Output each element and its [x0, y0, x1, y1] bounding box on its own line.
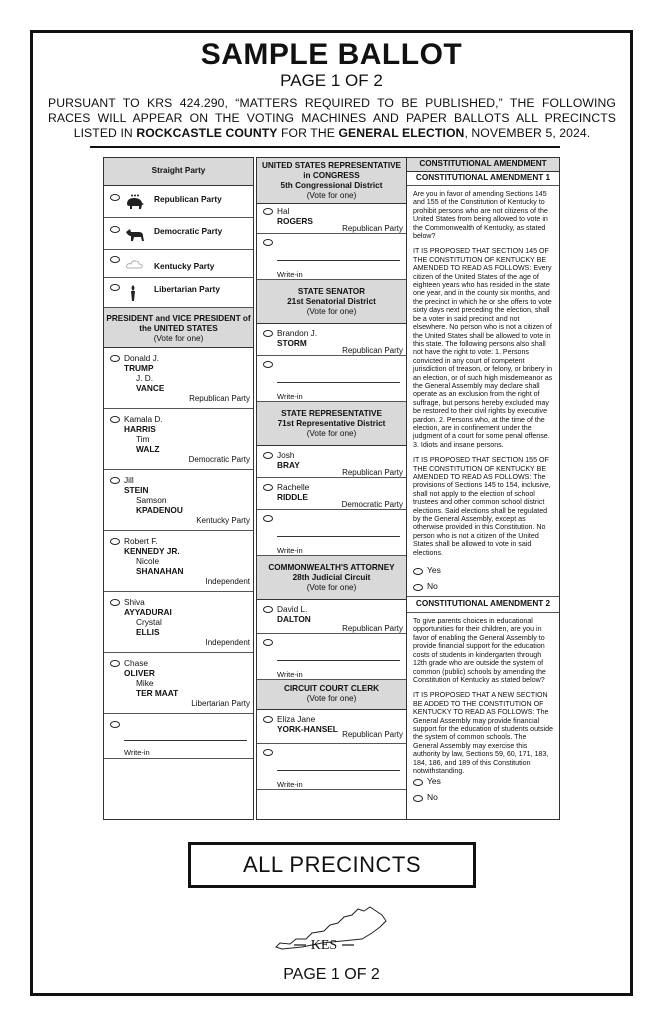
- first-name: Josh: [277, 450, 295, 460]
- race-district: 28th Judicial Circuit: [292, 573, 371, 582]
- torch-icon: [124, 284, 146, 302]
- amendment-section-155: IT IS PROPOSED THAT SECTION 155 OF THE CONSTITUTION OF KENTUCKY BE AMENDED TO READ AS FOLLOWS: The provisions of Sections 145 to 154, inclusive, shall not apply to the election of school trustees and other common school district elections. Said elections shall be regulated by the General Assembly, except as otherwise provided in this Constitution. No person who is not a citizen of the United States shall be allowed to vote in said elections.: [413, 456, 551, 557]
- president-first-name: Shiva: [124, 597, 145, 607]
- state-senator-header: [257, 280, 406, 324]
- race-district: 5th Congressional District: [280, 181, 383, 190]
- vote-instruction: (Vote for one): [306, 307, 357, 316]
- straight-party-kentucky[interactable]: [104, 250, 253, 278]
- president-last-name: TRUMP: [124, 363, 154, 373]
- commonwealth-attorney-write-in[interactable]: [257, 634, 406, 680]
- party-affiliation: Republican Party: [342, 224, 403, 233]
- column-straight-party-president: [103, 157, 254, 820]
- vice-president-first-name: Samson: [136, 495, 167, 505]
- write-in-line[interactable]: [277, 536, 400, 537]
- vote-oval[interactable]: [263, 639, 273, 646]
- write-in-label: Write-in: [277, 392, 303, 401]
- donkey-icon: [124, 226, 146, 242]
- intro-text-c: , NOVEMBER 5, 2024.: [464, 126, 591, 140]
- president-ticket[interactable]: [104, 592, 253, 653]
- vote-oval[interactable]: [110, 194, 120, 201]
- ticket-names: [124, 475, 183, 515]
- amendments-header: [407, 158, 559, 172]
- president-first-name: Donald J.: [124, 353, 160, 363]
- write-in-label: Write-in: [124, 748, 150, 757]
- president-last-name: AYYADURAI: [124, 607, 172, 617]
- state-rep-header: [257, 402, 406, 446]
- vote-oval[interactable]: [110, 355, 120, 362]
- party-affiliation: Republican Party: [189, 394, 250, 403]
- vote-oval[interactable]: [110, 721, 120, 728]
- vote-oval[interactable]: [263, 452, 273, 459]
- first-name: Hal: [277, 206, 290, 216]
- vice-president-last-name: SHANAHAN: [136, 566, 184, 576]
- vote-instruction: (Vote for one): [306, 583, 357, 592]
- straight-party-header: Straight Party: [104, 158, 253, 186]
- state-senator-write-in[interactable]: [257, 356, 406, 402]
- header-divider: [90, 146, 560, 148]
- amendment-1-yes[interactable]: [407, 564, 559, 580]
- vote-oval[interactable]: [263, 749, 273, 756]
- vote-oval[interactable]: [110, 538, 120, 545]
- vote-oval[interactable]: [263, 484, 273, 491]
- amendment-2-no[interactable]: [407, 791, 559, 807]
- write-in-label: Write-in: [277, 270, 303, 279]
- president-ticket[interactable]: [104, 409, 253, 470]
- party-label: Republican Party: [154, 194, 222, 204]
- ticket-names: [124, 414, 163, 454]
- party-affiliation: Republican Party: [342, 730, 403, 739]
- vote-oval[interactable]: [110, 284, 120, 291]
- president-write-in[interactable]: [104, 714, 253, 759]
- first-name: Brandon J.: [277, 328, 318, 338]
- candidate-storm[interactable]: [257, 324, 406, 356]
- yes-label: Yes: [427, 565, 441, 576]
- logo-text: KES: [310, 938, 338, 953]
- vice-president-first-name: Mike: [136, 678, 154, 688]
- candidate-name: [277, 206, 313, 226]
- president-ticket[interactable]: [104, 653, 253, 714]
- president-last-name: HARRIS: [124, 424, 156, 434]
- ticket-names: [124, 536, 183, 576]
- president-first-name: Kamala D.: [124, 414, 163, 424]
- first-name: David L.: [277, 604, 308, 614]
- write-in-line[interactable]: [277, 660, 400, 661]
- county-name: ROCKCASTLE COUNTY: [136, 126, 278, 140]
- candidate-riddle[interactable]: [257, 478, 406, 510]
- vote-oval[interactable]: [263, 208, 273, 215]
- vote-oval[interactable]: [263, 716, 273, 723]
- straight-party-republican[interactable]: [104, 186, 253, 218]
- vote-oval[interactable]: [263, 606, 273, 613]
- president-ticket[interactable]: [104, 531, 253, 592]
- vote-oval[interactable]: [413, 779, 423, 786]
- president-race-header: [104, 308, 253, 348]
- candidate-name: [277, 604, 311, 624]
- first-name: Rachelle: [277, 482, 310, 492]
- vote-instruction: (Vote for one): [306, 429, 357, 438]
- vote-oval[interactable]: [110, 416, 120, 423]
- last-name: STORM: [277, 338, 307, 348]
- elephant-icon: [124, 194, 146, 210]
- amendment-question: Are you in favor of amending Sections 145 and 155 of the Constitution of Kentucky to prohibit persons who are not citizens of the United States from being allowed to vote in the Commonwealth of Kentucky, as stated below?: [413, 190, 548, 241]
- vote-instruction: (Vote for one): [153, 334, 204, 343]
- write-in-label: Write-in: [277, 546, 303, 555]
- vice-president-last-name: KPADENOU: [136, 505, 183, 515]
- vote-instruction: (Vote for one): [306, 191, 357, 200]
- vote-oval[interactable]: [110, 660, 120, 667]
- first-name: Eliza Jane: [277, 714, 316, 724]
- amendment-new-section: IT IS PROPOSED THAT A NEW SECTION BE ADDED TO THE CONSTITUTION OF KENTUCKY TO READ AS FOLLOWS: The General Assembly may provide financial support for the education of students outside the system of common schools. The General Assembly may exercise this authority by law, Sections 59, 60, 171, 183, 184, 186, and 189 of this Constitution notwithstanding.: [413, 691, 553, 775]
- straight-party-libertarian[interactable]: [104, 278, 253, 308]
- all-precincts-box: ALL PRECINCTS: [188, 842, 476, 888]
- kentucky-kes-logo: [272, 903, 390, 959]
- last-name: ROGERS: [277, 216, 313, 226]
- party-label: Libertarian Party: [154, 284, 220, 294]
- party-affiliation: Independent: [205, 577, 250, 586]
- column-offices: [256, 157, 407, 820]
- vice-president-first-name: Tim: [136, 434, 150, 444]
- us-rep-write-in[interactable]: [257, 234, 406, 280]
- amendment-question: To give parents choices in educational opportunities for their children, are you in favor of enabling the General Assembly to provide financial support for the education costs of students in kindergarten through 12th grade who are outside the system of common (public) schools by amending the Constitution of Kentucky as stated below?: [413, 617, 546, 684]
- ticket-names: [124, 597, 172, 637]
- write-in-line[interactable]: [124, 740, 247, 741]
- candidate-dalton[interactable]: [257, 600, 406, 634]
- last-name: YORK-HANSEL: [277, 724, 338, 734]
- vote-oval[interactable]: [413, 584, 423, 591]
- vote-oval[interactable]: [263, 515, 273, 522]
- amendment-2-text: [407, 613, 559, 775]
- intro-notice: [48, 96, 616, 141]
- party-label: Kentucky Party: [154, 261, 215, 271]
- vote-oval[interactable]: [110, 226, 120, 233]
- state-rep-write-in[interactable]: [257, 510, 406, 556]
- last-name: BRAY: [277, 460, 300, 470]
- write-in-label: Write-in: [277, 780, 303, 789]
- race-district: 71st Representative District: [277, 419, 386, 428]
- president-candidates: [104, 348, 253, 714]
- candidate-name: [277, 450, 300, 470]
- candidate-name: [277, 714, 338, 734]
- party-affiliation: Independent: [205, 638, 250, 647]
- write-in-line[interactable]: [277, 770, 400, 771]
- intro-text-a: PURSUANT TO KRS 424.290, “MATTERS REQUIRED TO BE PUBLISHED,” THE FOLLOWING RACES WILL APPEAR ON THE VOTING MACHINES AND PAPER BALLOTS ALL PRECINCTS LISTED IN: [48, 96, 616, 140]
- president-last-name: STEIN: [124, 485, 149, 495]
- race-title: CIRCUIT COURT CLERK: [283, 684, 380, 693]
- president-first-name: Robert F.: [124, 536, 158, 546]
- write-in-line[interactable]: [277, 260, 400, 261]
- race-title: STATE REPRESENTATIVE: [281, 409, 382, 418]
- amendment-2-title: [407, 597, 559, 613]
- last-name: DALTON: [277, 614, 311, 624]
- vote-oval[interactable]: [413, 568, 423, 575]
- party-affiliation: Kentucky Party: [196, 516, 250, 525]
- vote-oval[interactable]: [263, 239, 273, 246]
- ballot-title: SAMPLE BALLOT: [200, 38, 463, 71]
- vote-instruction: (Vote for one): [306, 694, 357, 703]
- party-affiliation: Republican Party: [342, 468, 403, 477]
- last-name: RIDDLE: [277, 492, 308, 502]
- president-last-name: OLIVER: [124, 668, 155, 678]
- party-affiliation: Democratic Party: [341, 500, 403, 509]
- vote-oval[interactable]: [110, 256, 120, 263]
- president-ticket[interactable]: [104, 470, 253, 531]
- amendment-1-title: [407, 172, 559, 186]
- page-indicator-top: PAGE 1 OF 2: [280, 71, 383, 90]
- cloud-icon: [124, 256, 146, 272]
- vice-president-last-name: TER MAAT: [136, 688, 179, 698]
- party-affiliation: Republican Party: [342, 346, 403, 355]
- column-amendments: [406, 157, 560, 820]
- commonwealth-attorney-header: [257, 556, 406, 600]
- election-name: GENERAL ELECTION: [338, 126, 465, 140]
- vote-oval[interactable]: [263, 330, 273, 337]
- race-title: PRESIDENT and VICE PRESIDENT of the UNITED STATES: [106, 314, 251, 333]
- circuit-court-clerk-write-in[interactable]: [257, 744, 406, 790]
- party-affiliation: Republican Party: [342, 624, 403, 633]
- vice-president-first-name: Nicole: [136, 556, 160, 566]
- write-in-line[interactable]: [277, 382, 400, 383]
- candidate-name: [277, 482, 309, 502]
- amendment-title: CONSTITUTIONAL AMENDMENT 1: [415, 173, 551, 182]
- vote-oval[interactable]: [110, 477, 120, 484]
- amendment-2-yes[interactable]: [407, 775, 559, 791]
- vice-president-first-name: Crystal: [136, 617, 162, 627]
- vote-oval[interactable]: [413, 795, 423, 802]
- vote-oval[interactable]: [263, 361, 273, 368]
- ticket-names: [124, 658, 178, 698]
- president-first-name: Jill: [124, 475, 134, 485]
- amendment-title: CONSTITUTIONAL AMENDMENT 2: [415, 599, 551, 609]
- race-title: COMMONWEALTH'S ATTORNEY: [268, 563, 395, 572]
- amendment-section-145: IT IS PROPOSED THAT SECTION 145 OF THE CONSTITUTION OF KENTUCKY BE AMENDED TO READ AS FOLLOWS: Every citizen of the United States of the age of eighteen years who has resided in the state one year, and in the county six months, and the precinct in which he or she offers to vote sixty days next preceding the election, shall be a voter in said precinct and not elsewhere. No person who is not a citizen of the United States shall be allowed to vote in this state. The following persons also shall not have the right to vote: 1. Persons convicted in any court of competent jurisdiction of treason, or felony, or bribery in an election, or of such high misdemeanor as the General Assembly may declare shall operate as an exclusion from the right of suffrage, but persons hereby excluded may be restored to their civil rights by executive pardon. 2. Persons who, at the time of the election, are in confinement under the judgment of a court for some penal offense. 3. Idiots and insane persons.: [413, 247, 553, 449]
- race-title: STATE SENATOR: [297, 287, 366, 296]
- vice-president-last-name: VANCE: [136, 383, 165, 393]
- candidate-rogers[interactable]: [257, 204, 406, 234]
- write-in-label: Write-in: [277, 670, 303, 679]
- candidate-york-hansel[interactable]: [257, 710, 406, 744]
- candidate-name: [277, 328, 317, 348]
- candidate-bray[interactable]: [257, 446, 406, 478]
- president-last-name: KENNEDY JR.: [124, 546, 180, 556]
- circuit-court-clerk-header: [257, 680, 406, 710]
- amendment-1-text: [407, 186, 559, 557]
- us-rep-header: [257, 158, 406, 204]
- vote-oval[interactable]: [110, 599, 120, 606]
- party-label: Democratic Party: [154, 226, 223, 236]
- section-title: CONSTITUTIONAL AMENDMENT: [419, 159, 547, 168]
- party-affiliation: Libertarian Party: [191, 699, 250, 708]
- no-label: No: [427, 792, 438, 803]
- intro-text-b: FOR THE: [277, 126, 339, 140]
- no-label: No: [427, 581, 438, 592]
- vice-president-last-name: WALZ: [136, 444, 160, 454]
- amendment-1-no[interactable]: [407, 580, 559, 597]
- yes-label: Yes: [427, 776, 441, 787]
- ticket-names: [124, 353, 164, 393]
- president-ticket[interactable]: [104, 348, 253, 409]
- president-first-name: Chase: [124, 658, 148, 668]
- vice-president-first-name: J. D.: [136, 373, 154, 383]
- page-indicator-bottom: PAGE 1 OF 2: [283, 966, 380, 983]
- straight-party-democratic[interactable]: [104, 218, 253, 250]
- party-affiliation: Democratic Party: [188, 455, 250, 464]
- race-title: UNITED STATES REPRESENTATIVE in CONGRESS: [261, 161, 402, 180]
- race-district: 21st Senatorial District: [287, 297, 376, 306]
- vice-president-last-name: ELLIS: [136, 627, 160, 637]
